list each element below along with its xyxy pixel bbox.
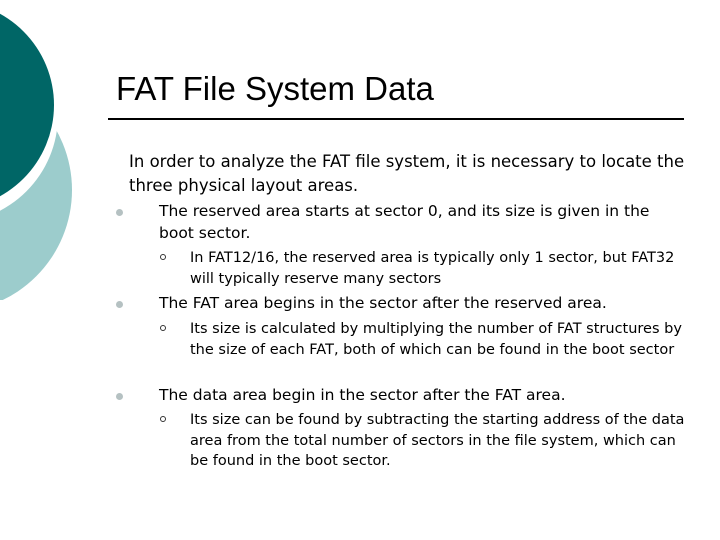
- decorative-circles: [0, 0, 120, 300]
- sub-bullet-item: [190, 410, 690, 472]
- intro-paragraph: In order to analyze the FAT file system, it is necessary to locate the three physical layout areas.: [129, 152, 685, 195]
- bullet-text: The data area begin in the sector after the FAT area.: [159, 386, 566, 404]
- bullet-text: The FAT area begins in the sector after the reserved area.: [159, 294, 607, 312]
- bullet-item: [159, 384, 689, 406]
- slide-title: FAT File System Data: [116, 70, 434, 107]
- title-underline: [108, 118, 684, 120]
- bullet-text: The reserved area starts at sector 0, and its size is given in the boot sector.: [159, 202, 650, 242]
- sub-bullet-text: Its size is calculated by multiplying the number of FAT structures by the size of each FAT, both of which can be found in the boot sector: [190, 321, 682, 358]
- sub-bullet-circle-icon: [160, 325, 166, 331]
- bullet-item: [159, 292, 689, 314]
- bullet-dot-icon: [116, 209, 123, 216]
- bullet-dot-icon: [116, 393, 123, 400]
- bullet-dot-icon: [116, 301, 123, 308]
- sub-bullet-item: [190, 319, 690, 360]
- sub-bullet-item: [190, 248, 690, 289]
- bullet-item: [159, 200, 689, 244]
- sub-bullet-circle-icon: [160, 254, 166, 260]
- sub-bullet-text: In FAT12/16, the reserved area is typically only 1 sector, but FAT32 will typically reserve many sectors: [190, 250, 675, 287]
- sub-bullet-circle-icon: [160, 416, 166, 422]
- sub-bullet-text: Its size can be found by subtracting the starting address of the data area from the total number of sectors in the file system, which can be found in the boot sector.: [190, 412, 685, 469]
